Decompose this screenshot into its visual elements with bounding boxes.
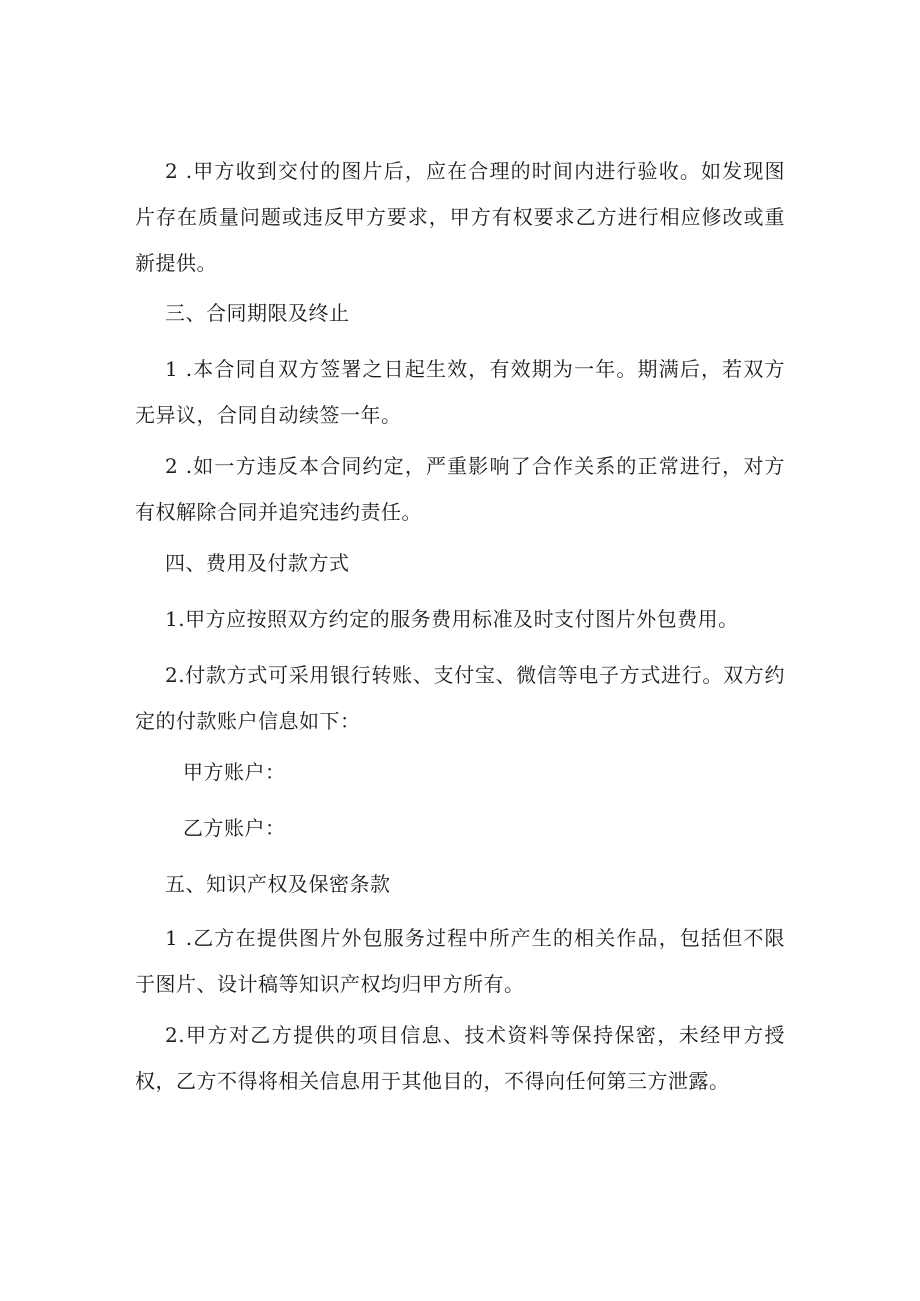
clause-ip-ownership: 1 .乙方在提供图片外包服务过程中所产生的相关作品，包括但不限于图片、设计稿等知识产权均归甲方所有。 (135, 926, 785, 996)
clause-confidentiality: 2.甲方对乙方提供的项目信息、技术资料等保持保密，未经甲方授权，乙方不得将相关信息用于其他目的，不得向任何第三方泄露。 (135, 1023, 785, 1093)
clause-payment-standard: 1.甲方应按照双方约定的服务费用标准及时支付图片外包费用。 (165, 607, 739, 631)
section-heading-ip: 五、知识产权及保密条款 (165, 872, 391, 896)
clause-acceptance: 2 .甲方收到交付的图片后，应在合理的时间内进行验收。如发现图片存在质量问题或违反甲方要求，甲方有权要求乙方进行相应修改或重新提供。 (135, 159, 785, 275)
clause-payment-method: 2.付款方式可采用银行转账、支付宝、微信等电子方式进行。双方约定的付款账户信息如下： (135, 663, 785, 733)
clause-termination: 2 .如一方违反本合同约定，严重影响了合作关系的正常进行，对方有权解除合同并追究违约责任。 (135, 454, 785, 524)
section-heading-term: 三、合同期限及终止 (165, 301, 350, 325)
section-heading-payment: 四、费用及付款方式 (165, 551, 350, 575)
clause-effective-date: 1 .本合同自双方签署之日起生效，有效期为一年。期满后，若双方无异议，合同自动续签一年。 (135, 357, 785, 427)
party-a-account: 甲方账户： (183, 760, 286, 784)
party-b-account: 乙方账户： (183, 816, 286, 840)
